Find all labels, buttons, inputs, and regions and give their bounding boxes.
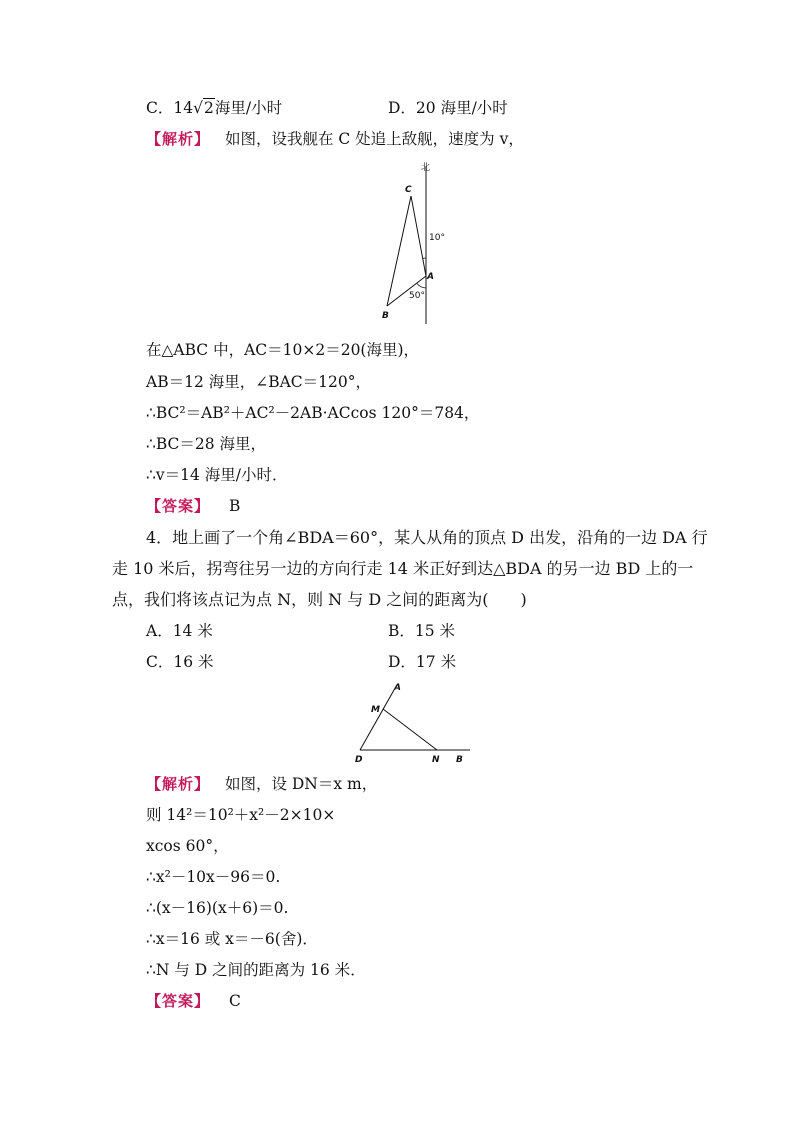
angle-50-label: 50° <box>409 291 425 301</box>
q3-option-d: D．20 海里/小时 <box>388 99 508 117</box>
radicand: 2 <box>204 99 214 117</box>
q3-step: ∴v＝14 海里/小时． <box>146 466 288 484</box>
answer-tag: 【答案】 <box>146 497 211 515</box>
q3-step: AB＝12 海里，∠BAC＝120°， <box>146 373 372 391</box>
q3-step: 在△ABC 中，AC＝10×2＝20(海里)， <box>146 341 420 359</box>
q4-stem-line: 走 10 米后，拐弯往另一边的方向行走 14 米正好到达△BDA 的另一边 BD 上的一 <box>112 559 694 578</box>
segment-cb <box>387 196 411 306</box>
point-d-label: D <box>355 755 363 765</box>
q4-option-c: C．16 米 <box>146 653 214 671</box>
point-m-label: M <box>371 705 380 715</box>
point-a-label: A <box>427 272 434 282</box>
q3-answer-line <box>146 496 240 516</box>
ray-da <box>360 690 394 750</box>
analysis-tag: 【解析】 <box>146 775 211 793</box>
q3-step: ∴BC＝28 海里， <box>146 435 267 453</box>
q4-stem-line: 点，我们将该点记为点 N，则 N 与 D 之间的距离为( ) <box>112 590 527 609</box>
analysis-tag: 【解析】 <box>146 130 211 148</box>
q4-stem-line: 4．地上画了一个角∠BDA＝60°，某人从角的顶点 D 出发，沿角的一边 DA 行 <box>146 528 708 547</box>
q3-option-c <box>146 98 282 118</box>
answer-value: B <box>228 497 241 515</box>
q4-option-b: B．15 米 <box>388 622 456 640</box>
q4-step: ∴x²－10x－96＝0. <box>146 868 281 886</box>
option-unit: 海里/小时 <box>214 99 283 117</box>
analysis-intro: 如图，设我舰在 C 处追上敌舰，速度为 v， <box>224 130 524 148</box>
segment-mn <box>383 709 437 750</box>
angle-10-label: 10° <box>429 233 445 243</box>
q3-analysis-line <box>146 129 524 149</box>
point-n-label: N <box>432 755 440 765</box>
q3-step: ∴BC²＝AB²＋AC²－2AB·ACcos 120°＝784， <box>146 404 480 422</box>
q4-angle-figure <box>350 678 475 766</box>
sqrt-expression: √2 <box>193 99 214 117</box>
q4-step: xcos 60°， <box>146 837 229 855</box>
q4-analysis-line <box>146 774 377 794</box>
north-label: 北 <box>421 163 431 173</box>
option-number: 14 <box>173 99 194 117</box>
point-b-label: B <box>456 755 463 765</box>
q3-triangle-figure <box>375 158 465 328</box>
point-a-label: A <box>394 683 401 693</box>
q4-answer-line <box>146 991 241 1011</box>
q4-step: ∴x＝16 或 x＝－6(舍)． <box>146 930 318 948</box>
analysis-intro: 如图，设 DN＝x m， <box>224 775 378 793</box>
point-b-label: B <box>382 311 389 321</box>
q4-option-a: A．14 米 <box>146 622 213 640</box>
angle-arc-bottom <box>417 284 426 289</box>
answer-value: C <box>228 992 241 1010</box>
point-c-label: C <box>405 185 412 195</box>
q4-step: 则 14²＝10²＋x²－2×10× <box>146 806 336 824</box>
q4-step: ∴(x－16)(x＋6)＝0. <box>146 899 289 917</box>
segment-ca <box>411 196 426 276</box>
q4-option-d: D．17 米 <box>388 653 457 671</box>
q4-step: ∴N 与 D 之间的距离为 16 米． <box>146 961 366 979</box>
option-letter: C． <box>146 99 174 117</box>
answer-tag: 【答案】 <box>146 992 211 1010</box>
